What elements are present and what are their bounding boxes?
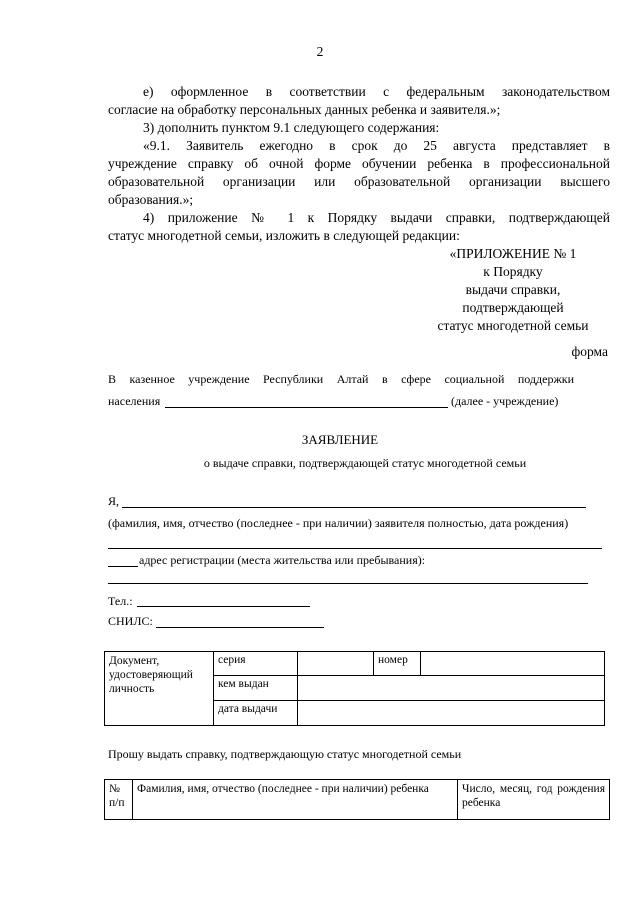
document-title: ЗАЯВЛЕНИЕ xyxy=(301,432,379,447)
applicant-fio-line-2[interactable] xyxy=(108,548,602,549)
issued-by-value-cell[interactable] xyxy=(298,676,605,701)
col-fio-label: Фамилия, имя, отчество (последнее - при наличии) ребенка xyxy=(137,783,429,795)
col-number-label: № п/п xyxy=(109,783,125,809)
appendix-line-3: выдачи справки, xyxy=(465,282,561,297)
institution-name-line[interactable] xyxy=(165,407,448,408)
issue-date-label: дата выдачи xyxy=(218,703,278,715)
addressee-line-2-suffix: (далее - учреждение) xyxy=(451,394,559,408)
phone-line[interactable] xyxy=(137,606,310,607)
fio-hint: (фамилия, имя, отчество (последнее - при наличии) заявителя полностью, дата рождения) xyxy=(108,516,569,530)
col-number-header xyxy=(105,780,133,820)
address-line[interactable] xyxy=(108,583,588,584)
issue-date-label-cell xyxy=(214,701,298,726)
addressee-line-2-prefix: населения xyxy=(108,394,161,408)
address-prefix-line[interactable] xyxy=(108,566,138,567)
amendment-91-line-3: образовательной организации или образовательной организации высшего xyxy=(108,174,610,189)
series-label-cell xyxy=(214,652,298,676)
ya-label: Я, xyxy=(108,494,120,508)
appendix-line-4: подтверждающей xyxy=(462,300,564,315)
applicant-fio-line[interactable] xyxy=(122,507,586,508)
series-value-cell[interactable] xyxy=(298,652,374,676)
doc-label-cell xyxy=(105,652,214,726)
col-dob-header xyxy=(458,780,610,820)
col-fio-header xyxy=(133,780,458,820)
amendment-4-line-1: 4) приложение № 1 к Порядку выдачи справки, подтверждающей xyxy=(143,210,610,225)
issued-by-label: кем выдан xyxy=(218,678,269,690)
appendix-title: «ПРИЛОЖЕНИЕ № 1 xyxy=(449,246,577,261)
amendment-e-line-2: согласие на обработку персональных данных ребенка и заявителя.»; xyxy=(108,102,501,117)
doc-label: Документ, удостоверяющий личность xyxy=(109,655,193,695)
children-table xyxy=(104,779,610,820)
issue-date-value-cell[interactable] xyxy=(298,701,605,726)
phone-label: Тел.: xyxy=(108,594,133,608)
amendment-91-line-4: образования.»; xyxy=(108,192,194,207)
number-label: номер xyxy=(378,654,408,666)
addressee-line-1: В казенное учреждение Республики Алтай в сфере социальной поддержки xyxy=(108,372,574,386)
amendment-91-line-2: учреждение справку об очной форме обучении ребенка в профессиональной xyxy=(108,156,610,171)
document-subtitle: о выдаче справки, подтверждающей статус многодетной семьи xyxy=(203,456,527,470)
address-label: адрес регистрации (места жительства или пребывания): xyxy=(139,553,426,567)
issued-by-label-cell xyxy=(214,676,298,701)
appendix-line-2: к Порядку xyxy=(483,264,543,279)
request-text: Прошу выдать справку, подтверждающую статус многодетной семьи xyxy=(108,747,462,761)
form-label: форма xyxy=(571,344,608,359)
snils-line[interactable] xyxy=(156,627,324,628)
series-label: серия xyxy=(218,654,246,666)
amendment-e-line-1: е) оформленное в соответствии с федеральным законодательством xyxy=(143,84,610,99)
amendment-3: 3) дополнить пунктом 9.1 следующего содержания: xyxy=(143,120,440,135)
page-number: 2 xyxy=(316,44,324,59)
number-label-cell xyxy=(374,652,421,676)
number-value-cell[interactable] xyxy=(421,652,605,676)
amendment-4-line-2: статус многодетной семьи, изложить в следующей редакции: xyxy=(108,228,460,243)
amendment-91-line-1: «9.1. Заявитель ежегодно в срок до 25 августа представляет в xyxy=(143,138,610,153)
snils-label: СНИЛС: xyxy=(108,614,153,628)
appendix-line-5: статус многодетной семьи xyxy=(437,318,589,333)
id-document-table xyxy=(104,651,605,726)
col-dob-label: Число, месяц, год рождения ребенка xyxy=(462,783,605,809)
